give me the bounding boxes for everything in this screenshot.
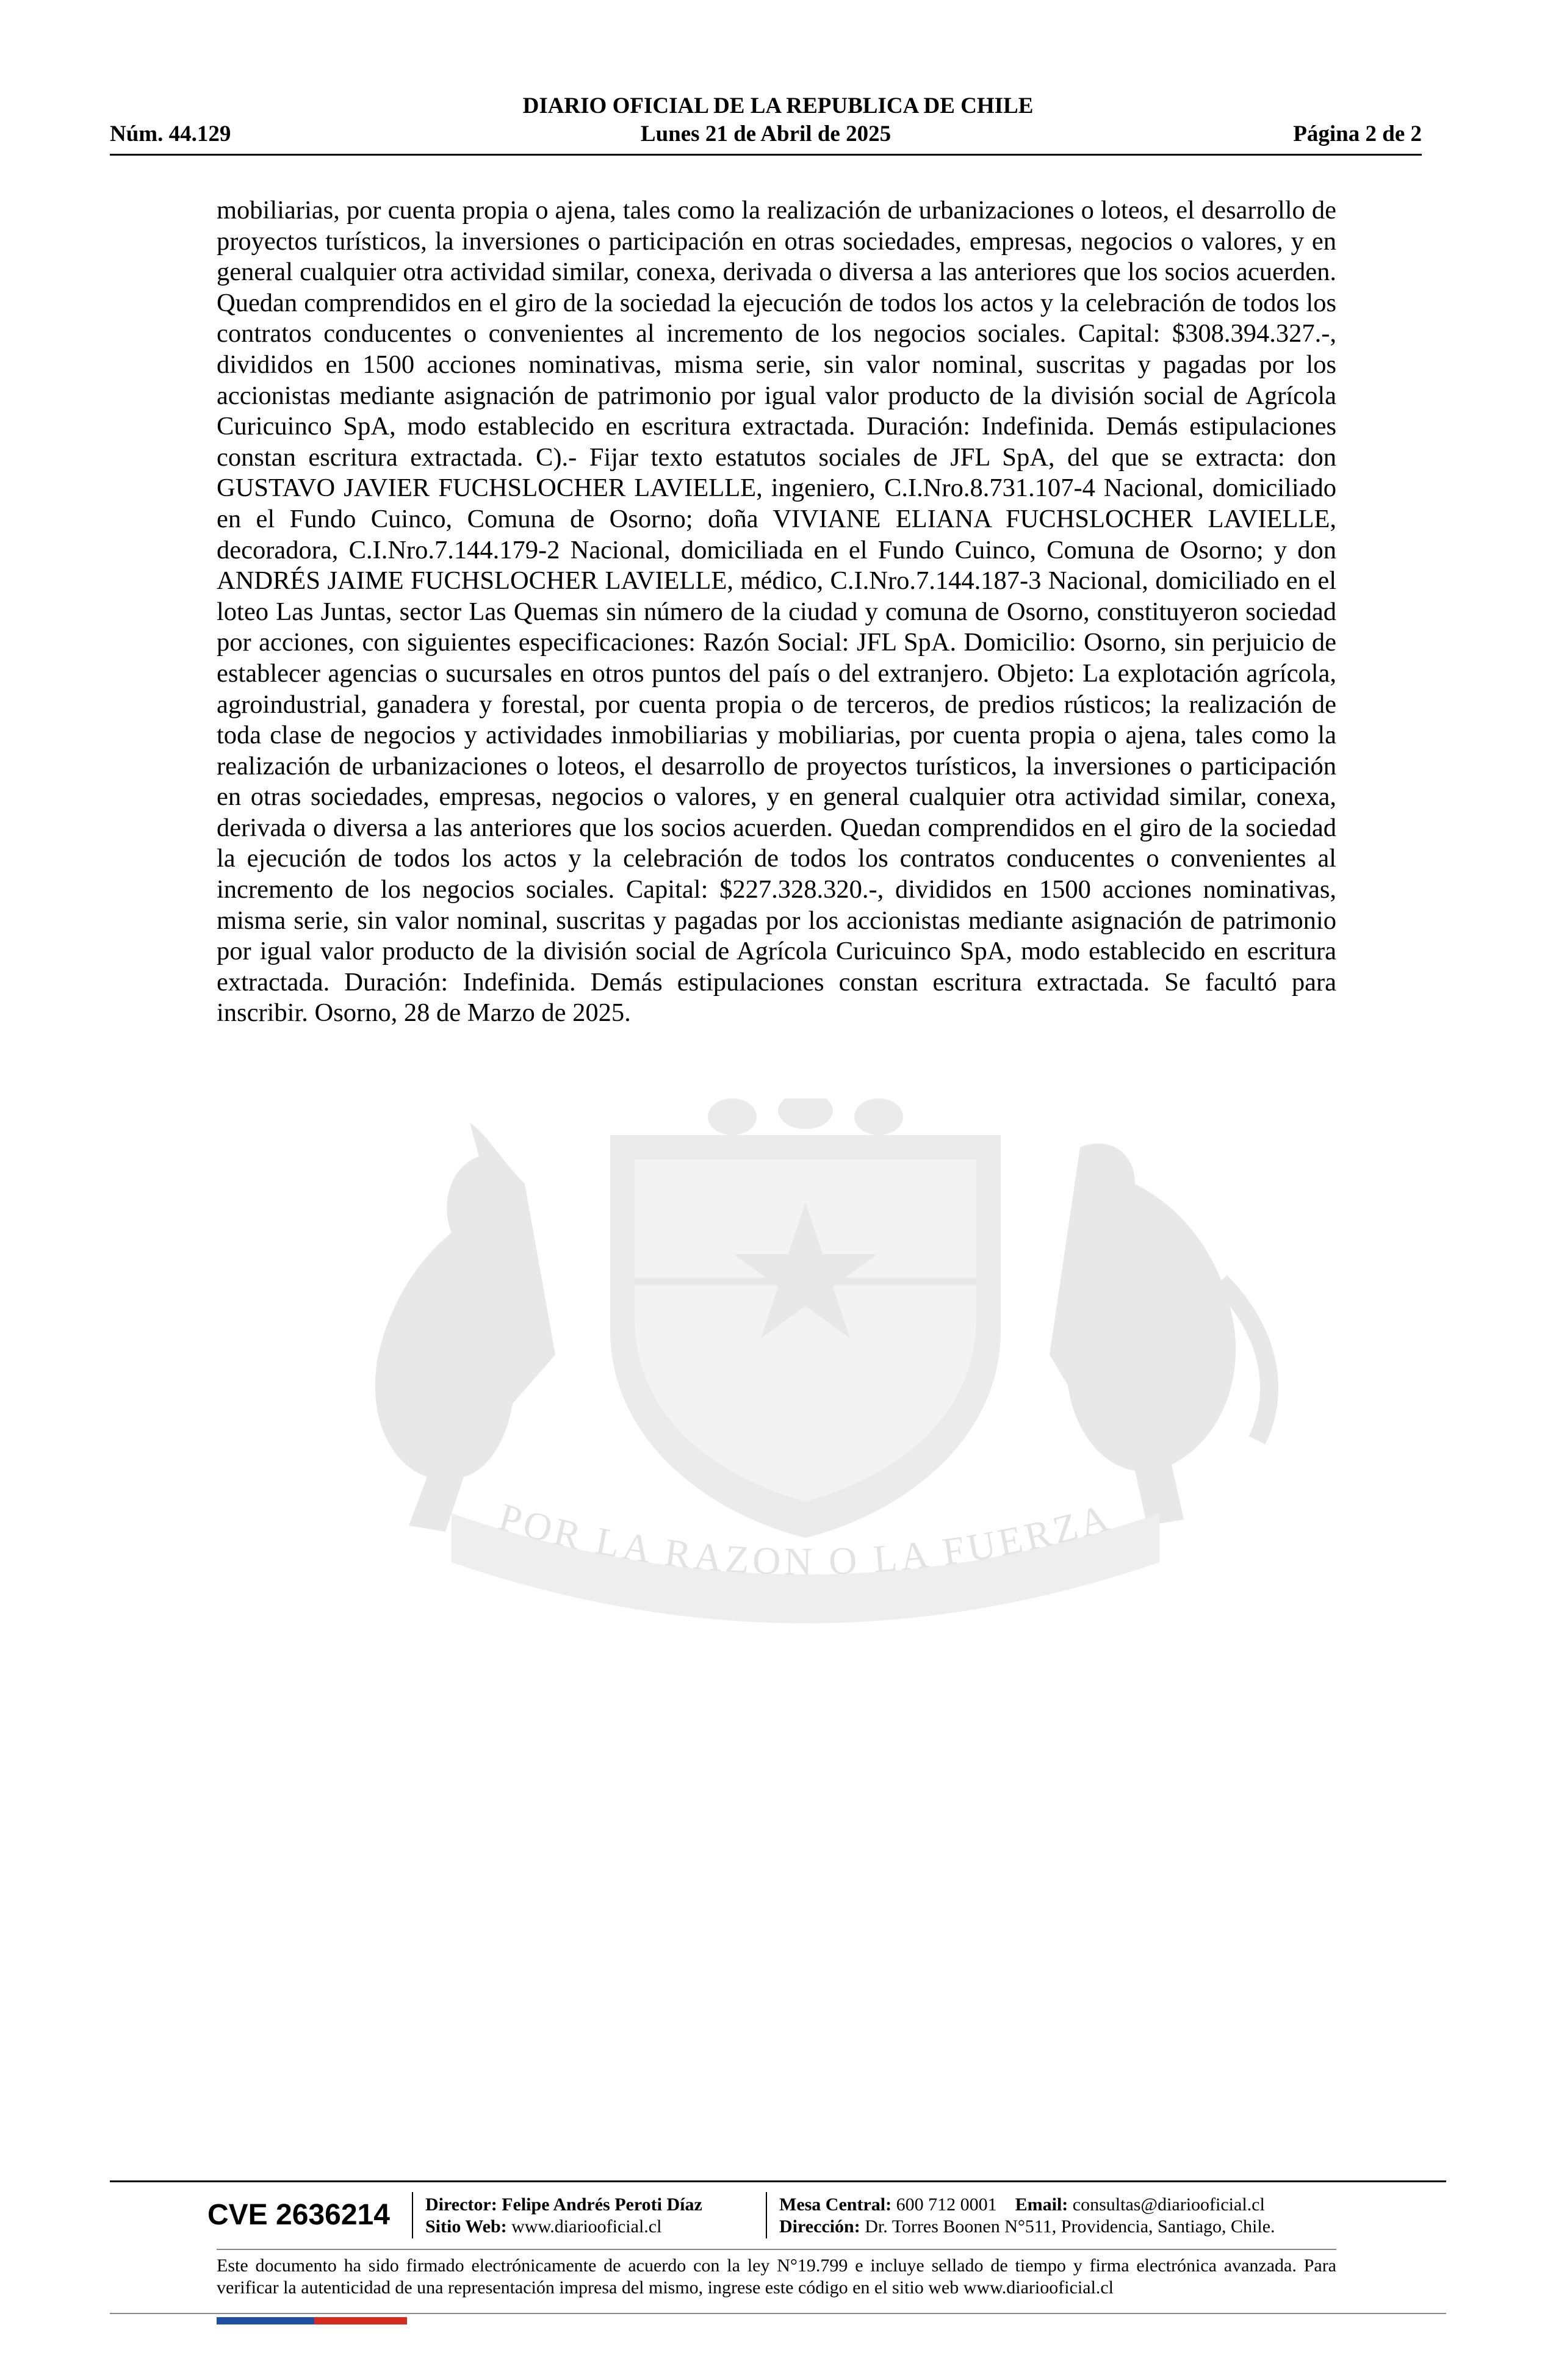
notice-paragraph: mobiliarias, por cuenta propia o ajena, tales como la realización de urbanizaciones o loteos, el desarrollo de proyectos turísticos, la inversiones o participación en otras sociedades, empresas, negocios o valores, y en general cualquier otra actividad similar, conexa, derivada o diversa a las anteriores que los socios acuerden. Quedan comprendidos en el giro de la sociedad la ejecución de todos los actos y la celebración de todos los contratos conducentes o convenientes al incremento de los negocios sociales. Capital: $308.394.327.-, divididos en 1500 acciones nominativas, misma serie, sin valor nominal, suscritas y pagadas por los accionistas mediante asignación de patrimonio por igual valor producto de la división social de Agrícola Curicuinco SpA, modo establecido en escritura extractada. Duración: Indefinida. Demás estipulaciones constan escritura extractada. C).- Fijar texto estatutos sociales de JFL SpA, del que se extracta: don GUSTAVO JAVIER FUCHSLOCHER LAVIELLE, ingeniero, C.I.Nro.8.731.107-4 Nacional, domiciliado en el Fundo Cuinco, Comuna de Osorno; doña VIVIANE ELIANA FUCHSLOCHER LAVIELLE, decoradora, C.I.Nro.7.144.179-2 Nacional, domiciliada en el Fundo Cuinco, Comuna de Osorno; y don ANDRÉS JAIME FUCHSLOCHER LAVIELLE, médico, C.I.Nro.7.144.187-3 Nacional, domiciliado en el loteo Las Juntas, sector Las Quemas sin número de la ciudad y comuna de Osorno, constituyeron sociedad por acciones, con siguientes especificaciones: Razón Social: JFL SpA. Domicilio: Osorno, sin perjuicio de establecer agencias o sucursales en otros puntos del país o del extranjero. Objeto: La explotación agrícola, agroindustrial, ganadera y forestal, por cuenta propia o de terceros, de predios rústicos; la realización de toda clase de negocios y actividades inmobiliarias y mobiliarias, por cuenta propia o ajena, tales como la realización de urbanizaciones o loteos, el desarrollo de proyectos turísticos, la inversiones o participación en otras sociedades, empresas, negocios o valores, y en general cualquier otra actividad similar, conexa, derivada o diversa a las anteriores que los socios acuerden. Quedan comprendidos en el giro de la sociedad la ejecución de todos los actos y la celebración de todos los contratos conducentes o convenientes al incremento de los negocios sociales. Capital: $227.328.320.-, divididos en 1500 acciones nominativas, misma serie, sin valor nominal, suscritas y pagadas por los accionistas mediante asignación de patrimonio por igual valor producto de la división social de Agrícola Curicuinco SpA, modo establecido en escritura extractada. Duración: Indefinida. Demás estipulaciones constan escritura extractada. Se facultó para inscribir. Osorno, 28 de Marzo de 2025. [217,196,1336,1028]
page-indicator: Página 2 de 2 [1293,121,1422,146]
notice-body [217,195,1336,1029]
email-link[interactable]: consultas@diariooficial.cl [1072,2194,1265,2215]
header-row [110,121,1422,148]
footer-top-divider [110,2180,1446,2182]
footer-director-block [425,2194,702,2238]
issue-number: Núm. 44.129 [110,121,231,146]
website-link[interactable]: www.diariooficial.cl [511,2216,662,2237]
website-label: Sitio Web: [425,2216,507,2237]
newspaper-title: DIARIO OFICIAL DE LA REPUBLICA DE CHILE [522,93,1034,118]
director-label: Director: [425,2194,497,2215]
signature-notice [217,2255,1336,2299]
director-name: Felipe Andrés Peroti Díaz [502,2194,702,2215]
footer-contact-block [779,2194,1275,2238]
issue-date: Lunes 21 de Abril de 2025 [640,121,891,146]
header-divider [110,154,1422,156]
coat-of-arms-motto: POR LA RAZON O LA FUERZA [494,1495,1117,1584]
footer-separator [412,2192,413,2238]
footer-middle-divider [217,2249,1336,2250]
flag-stripe-blue [217,2317,314,2324]
flag-stripe-red [314,2317,407,2324]
cve-code: CVE 2636214 [207,2199,390,2231]
phone-label: Mesa Central: [779,2194,892,2215]
phone-value: 600 712 0001 [896,2194,997,2215]
footer-separator [766,2192,767,2238]
address-label: Dirección: [779,2216,860,2237]
address-value: Dr. Torres Boonen N°511, Providencia, Santiago, Chile. [865,2216,1275,2237]
coat-of-arms-watermark [268,1098,1342,1678]
footer-bottom-divider [110,2313,1446,2314]
signature-notice-text: Este documento ha sido firmado electrónicamente de acuerdo con la ley N°19.799 e incluye sellado de tiempo y firma electrónica avanzada. Para verificar la autenticidad de una representación impresa del mismo, ingrese este código en el sitio web www.diariooficial.cl [217,2256,1336,2298]
email-label: Email: [1015,2194,1068,2215]
